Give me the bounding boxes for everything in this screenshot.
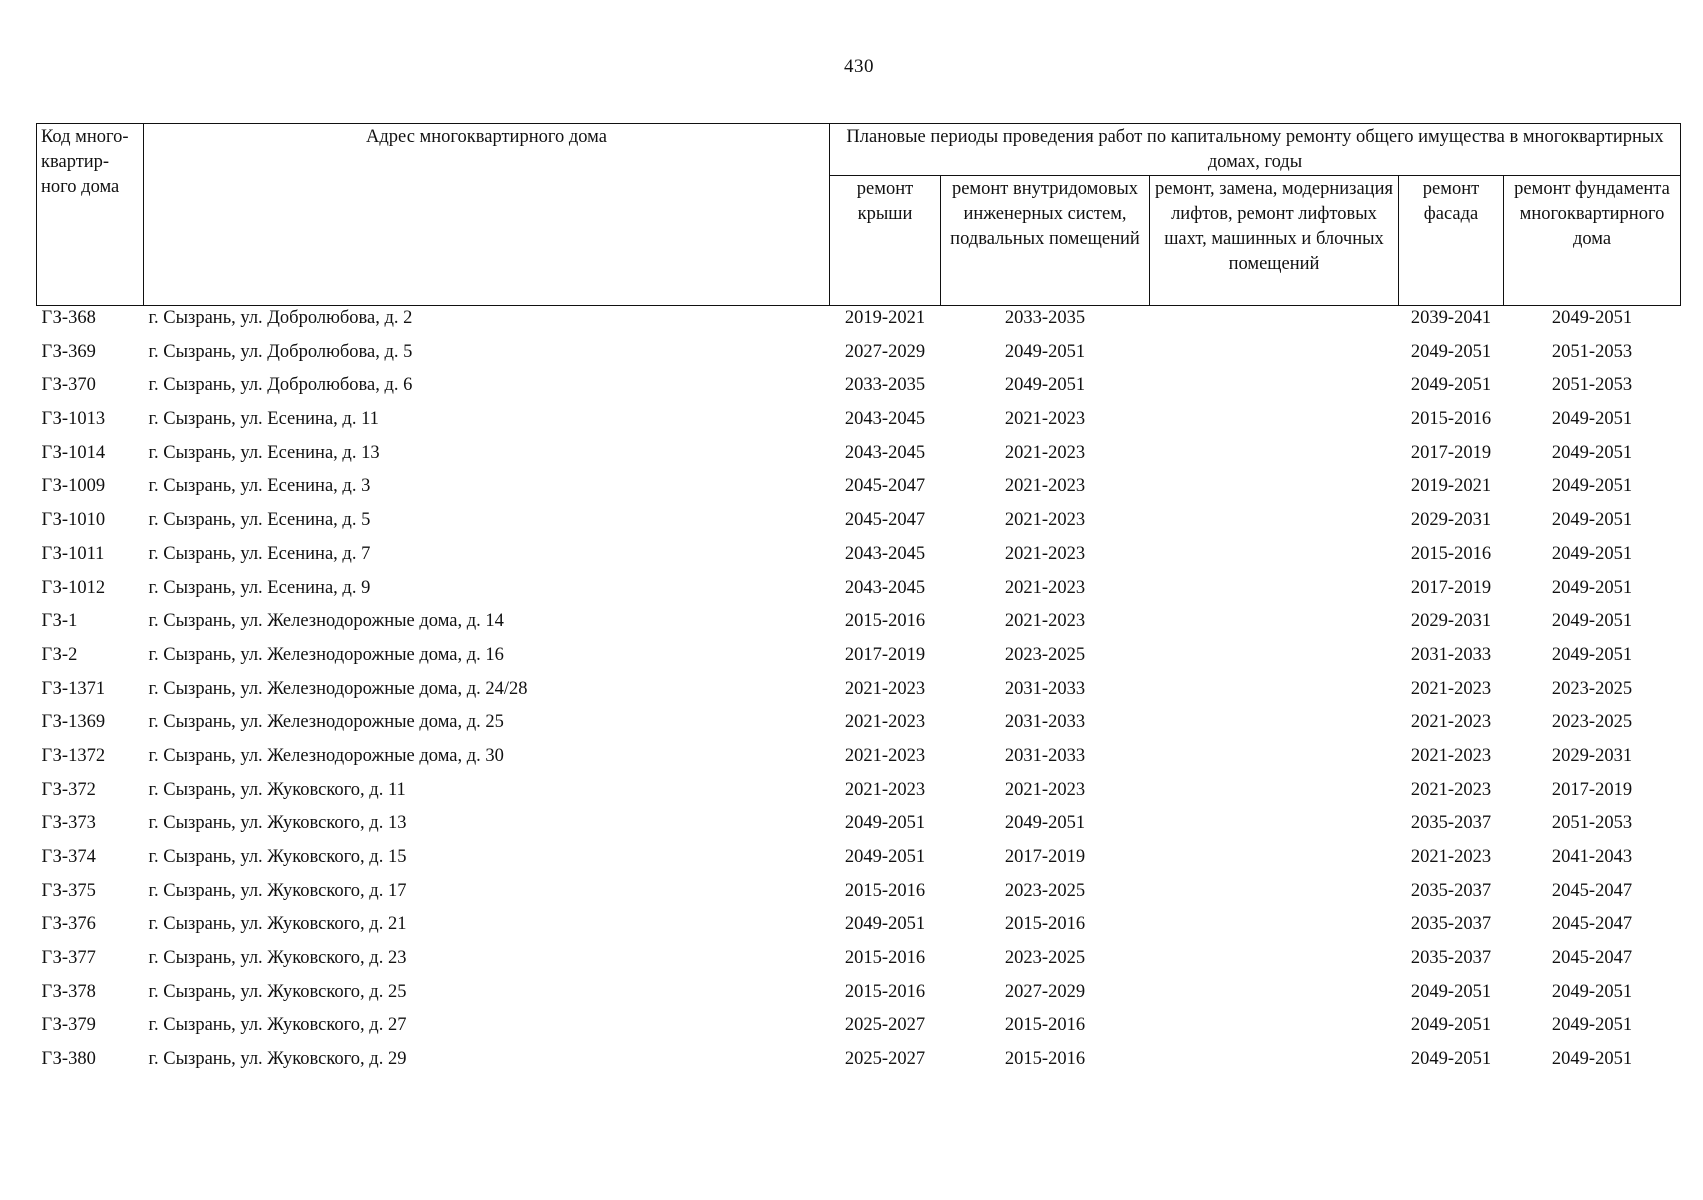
header-address: Адрес многоквартирного дома xyxy=(144,124,830,306)
cell-foundation: 2049-2051 xyxy=(1551,644,1633,665)
cell-code: ГЗ-1371 xyxy=(41,678,106,699)
cell-facade: 2021-2023 xyxy=(1410,745,1492,766)
cell-foundation: 2049-2051 xyxy=(1551,409,1633,430)
cell-lifts xyxy=(1150,812,1399,846)
cell-address: г. Сызрань, ул. Добролюбова, д. 6 xyxy=(148,375,413,396)
cell-roof: 2025-2027 xyxy=(844,1015,926,1036)
cell-systems: 2021-2023 xyxy=(1004,442,1086,463)
table-row xyxy=(37,880,1681,914)
cell-lifts xyxy=(1150,610,1399,644)
cell-address: г. Сызрань, ул. Железнодорожные дома, д. 30 xyxy=(148,745,504,766)
cell-address: г. Сызрань, ул. Жуковского, д. 15 xyxy=(148,847,407,867)
table-row xyxy=(37,306,1681,341)
table-row xyxy=(37,610,1681,644)
cell-code: ГЗ-1014 xyxy=(41,442,106,463)
cell-foundation: 2045-2047 xyxy=(1551,880,1633,901)
cell-address: г. Сызрань, ул. Жуковского, д. 17 xyxy=(148,880,407,901)
cell-roof: 2025-2027 xyxy=(844,1049,926,1070)
cell-systems: 2049-2051 xyxy=(1004,341,1086,362)
cell-address: г. Сызрань, ул. Железнодорожные дома, д. 14 xyxy=(148,611,504,632)
cell-roof: 2049-2051 xyxy=(844,847,926,867)
cell-lifts xyxy=(1150,577,1399,611)
cell-address: г. Сызрань, ул. Железнодорожные дома, д. 24/28 xyxy=(148,678,528,699)
table-row xyxy=(37,341,1681,375)
cell-lifts xyxy=(1150,1048,1399,1082)
cell-code: ГЗ-1 xyxy=(41,611,78,632)
cell-facade: 2035-2037 xyxy=(1410,914,1492,935)
cell-systems: 2033-2035 xyxy=(1004,308,1086,328)
cell-code: ГЗ-375 xyxy=(41,880,96,901)
cell-facade: 2035-2037 xyxy=(1410,880,1492,901)
cell-facade: 2019-2021 xyxy=(1410,476,1492,497)
cell-systems: 2015-2016 xyxy=(1004,914,1086,935)
cell-facade: 2039-2041 xyxy=(1410,308,1492,328)
cell-foundation: 2049-2051 xyxy=(1551,1049,1633,1070)
table-row xyxy=(37,913,1681,947)
cell-roof: 2045-2047 xyxy=(844,476,926,497)
cell-facade: 2031-2033 xyxy=(1410,644,1492,665)
table-row xyxy=(37,475,1681,509)
cell-facade: 2021-2023 xyxy=(1410,847,1492,867)
cell-lifts xyxy=(1150,341,1399,375)
cell-systems: 2023-2025 xyxy=(1004,880,1086,901)
cell-code: ГЗ-372 xyxy=(41,779,96,800)
cell-systems: 2021-2023 xyxy=(1004,409,1086,430)
header-lifts: ремонт, замена, модернизация лифтов, ремонт лифтовых шахт, машинных и блочных помещений xyxy=(1150,176,1399,306)
cell-roof: 2027-2029 xyxy=(844,341,926,362)
cell-lifts xyxy=(1150,1014,1399,1048)
header-code: Код много-квартир-ного дома xyxy=(37,124,144,306)
cell-systems: 2021-2023 xyxy=(1004,577,1086,598)
header-systems: ремонт внутридомовых инженерных систем, подвальных помещений xyxy=(941,176,1150,306)
cell-facade: 2029-2031 xyxy=(1410,510,1492,531)
cell-lifts xyxy=(1150,745,1399,779)
cell-lifts xyxy=(1150,442,1399,476)
cell-address: г. Сызрань, ул. Жуковского, д. 11 xyxy=(148,779,406,800)
cell-facade: 2049-2051 xyxy=(1410,341,1492,362)
table-row xyxy=(37,711,1681,745)
cell-systems: 2021-2023 xyxy=(1004,543,1086,564)
cell-foundation: 2049-2051 xyxy=(1551,577,1633,598)
cell-facade: 2049-2051 xyxy=(1410,375,1492,396)
cell-foundation: 2045-2047 xyxy=(1551,914,1633,935)
cell-lifts xyxy=(1150,306,1399,341)
cell-foundation: 2051-2053 xyxy=(1551,375,1633,396)
cell-systems: 2027-2029 xyxy=(1004,981,1086,1002)
cell-address: г. Сызрань, ул. Есенина, д. 9 xyxy=(148,577,371,598)
cell-address: г. Сызрань, ул. Есенина, д. 5 xyxy=(148,510,371,531)
cell-address: г. Сызрань, ул. Жуковского, д. 13 xyxy=(148,813,407,834)
cell-roof: 2015-2016 xyxy=(844,981,926,1002)
cell-lifts xyxy=(1150,846,1399,880)
cell-address: г. Сызрань, ул. Есенина, д. 7 xyxy=(148,543,371,564)
cell-foundation: 2017-2019 xyxy=(1551,779,1633,800)
cell-code: ГЗ-1013 xyxy=(41,409,106,430)
cell-roof: 2043-2045 xyxy=(844,442,926,463)
table-row xyxy=(37,543,1681,577)
cell-systems: 2021-2023 xyxy=(1004,611,1086,632)
table-row xyxy=(37,644,1681,678)
cell-systems: 2023-2025 xyxy=(1004,948,1086,969)
table-row xyxy=(37,442,1681,476)
cell-systems: 2049-2051 xyxy=(1004,813,1086,834)
cell-address: г. Сызрань, ул. Железнодорожные дома, д. 25 xyxy=(148,712,504,733)
cell-address: г. Сызрань, ул. Жуковского, д. 27 xyxy=(148,1015,407,1036)
cell-code: ГЗ-380 xyxy=(41,1049,96,1070)
cell-roof: 2043-2045 xyxy=(844,409,926,430)
cell-foundation: 2049-2051 xyxy=(1551,981,1633,1002)
cell-address: г. Сызрань, ул. Добролюбова, д. 5 xyxy=(148,341,413,362)
cell-foundation: 2049-2051 xyxy=(1551,308,1633,328)
header-facade: ремонт фасада xyxy=(1399,176,1504,306)
cell-code: ГЗ-1372 xyxy=(41,745,106,766)
cell-roof: 2017-2019 xyxy=(844,644,926,665)
cell-lifts xyxy=(1150,981,1399,1015)
cell-code: ГЗ-373 xyxy=(41,813,96,834)
cell-systems: 2031-2033 xyxy=(1004,745,1086,766)
cell-facade: 2035-2037 xyxy=(1410,813,1492,834)
cell-roof: 2019-2021 xyxy=(844,308,926,328)
cell-address: г. Сызрань, ул. Жуковского, д. 21 xyxy=(148,914,407,935)
capital-repair-plan-table xyxy=(36,123,1681,1082)
table-row xyxy=(37,408,1681,442)
cell-lifts xyxy=(1150,880,1399,914)
cell-address: г. Сызрань, ул. Жуковского, д. 23 xyxy=(148,948,407,969)
cell-facade: 2021-2023 xyxy=(1410,779,1492,800)
cell-facade: 2049-2051 xyxy=(1410,981,1492,1002)
table-row xyxy=(37,1048,1681,1082)
table-row xyxy=(37,577,1681,611)
cell-lifts xyxy=(1150,913,1399,947)
cell-foundation: 2051-2053 xyxy=(1551,341,1633,362)
cell-foundation: 2051-2053 xyxy=(1551,813,1633,834)
cell-foundation: 2029-2031 xyxy=(1551,745,1633,766)
cell-code: ГЗ-1369 xyxy=(41,712,106,733)
cell-address: г. Сызрань, ул. Железнодорожные дома, д. 16 xyxy=(148,644,504,665)
cell-lifts xyxy=(1150,374,1399,408)
cell-systems: 2015-2016 xyxy=(1004,1049,1086,1070)
cell-code: ГЗ-374 xyxy=(41,847,96,867)
cell-roof: 2045-2047 xyxy=(844,510,926,531)
cell-code: ГЗ-376 xyxy=(41,914,96,935)
cell-code: ГЗ-378 xyxy=(41,981,96,1002)
cell-facade: 2015-2016 xyxy=(1410,543,1492,564)
cell-facade: 2049-2051 xyxy=(1410,1049,1492,1070)
table-body xyxy=(37,306,1681,1082)
cell-address: г. Сызрань, ул. Есенина, д. 11 xyxy=(148,409,379,430)
cell-lifts xyxy=(1150,644,1399,678)
cell-foundation: 2049-2051 xyxy=(1551,1015,1633,1036)
cell-foundation: 2049-2051 xyxy=(1551,611,1633,632)
table-row xyxy=(37,779,1681,813)
cell-roof: 2021-2023 xyxy=(844,745,926,766)
cell-foundation: 2049-2051 xyxy=(1551,510,1633,531)
cell-code: ГЗ-1010 xyxy=(41,510,106,531)
cell-roof: 2021-2023 xyxy=(844,712,926,733)
cell-facade: 2029-2031 xyxy=(1410,611,1492,632)
cell-facade: 2017-2019 xyxy=(1410,577,1492,598)
cell-lifts xyxy=(1150,711,1399,745)
header-foundation: ремонт фундамента многоквартирного дома xyxy=(1504,176,1681,306)
cell-roof: 2015-2016 xyxy=(844,880,926,901)
cell-foundation: 2023-2025 xyxy=(1551,678,1633,699)
cell-roof: 2043-2045 xyxy=(844,543,926,564)
cell-lifts xyxy=(1150,947,1399,981)
header-planned-periods: Плановые периоды проведения работ по капитальному ремонту общего имущества в многоквартирных домах, годы xyxy=(830,124,1681,176)
cell-systems: 2031-2033 xyxy=(1004,712,1086,733)
cell-code: ГЗ-1009 xyxy=(41,476,106,497)
table-row xyxy=(37,947,1681,981)
table-row xyxy=(37,678,1681,712)
cell-code: ГЗ-377 xyxy=(41,948,96,969)
cell-facade: 2021-2023 xyxy=(1410,712,1492,733)
cell-roof: 2021-2023 xyxy=(844,779,926,800)
cell-systems: 2015-2016 xyxy=(1004,1015,1086,1036)
header-roof: ремонт крыши xyxy=(830,176,941,306)
cell-address: г. Сызрань, ул. Есенина, д. 3 xyxy=(148,476,371,497)
page-number: 430 xyxy=(844,56,874,77)
cell-systems: 2017-2019 xyxy=(1004,847,1086,867)
cell-systems: 2023-2025 xyxy=(1004,644,1086,665)
cell-foundation: 2049-2051 xyxy=(1551,442,1633,463)
cell-systems: 2021-2023 xyxy=(1004,476,1086,497)
cell-foundation: 2041-2043 xyxy=(1551,847,1633,867)
cell-code: ГЗ-1011 xyxy=(41,543,105,564)
cell-code: ГЗ-368 xyxy=(41,308,96,328)
cell-systems: 2031-2033 xyxy=(1004,678,1086,699)
cell-systems: 2049-2051 xyxy=(1004,375,1086,396)
cell-lifts xyxy=(1150,779,1399,813)
table-row xyxy=(37,509,1681,543)
table-row xyxy=(37,812,1681,846)
table-row xyxy=(37,745,1681,779)
cell-roof: 2015-2016 xyxy=(844,948,926,969)
cell-code: ГЗ-370 xyxy=(41,375,96,396)
cell-address: г. Сызрань, ул. Добролюбова, д. 2 xyxy=(148,308,413,328)
cell-systems: 2021-2023 xyxy=(1004,510,1086,531)
cell-address: г. Сызрань, ул. Жуковского, д. 25 xyxy=(148,981,407,1002)
cell-roof: 2033-2035 xyxy=(844,375,926,396)
cell-address: г. Сызрань, ул. Жуковского, д. 29 xyxy=(148,1049,407,1070)
cell-lifts xyxy=(1150,509,1399,543)
cell-address: г. Сызрань, ул. Есенина, д. 13 xyxy=(148,442,380,463)
cell-roof: 2043-2045 xyxy=(844,577,926,598)
cell-facade: 2021-2023 xyxy=(1410,678,1492,699)
cell-foundation: 2023-2025 xyxy=(1551,712,1633,733)
cell-foundation: 2045-2047 xyxy=(1551,948,1633,969)
table-row xyxy=(37,1014,1681,1048)
cell-roof: 2049-2051 xyxy=(844,813,926,834)
cell-lifts xyxy=(1150,475,1399,509)
cell-facade: 2049-2051 xyxy=(1410,1015,1492,1036)
cell-code: ГЗ-379 xyxy=(41,1015,96,1036)
table-row xyxy=(37,981,1681,1015)
cell-facade: 2015-2016 xyxy=(1410,409,1492,430)
cell-roof: 2021-2023 xyxy=(844,678,926,699)
cell-code: ГЗ-2 xyxy=(41,644,78,665)
cell-foundation: 2049-2051 xyxy=(1551,476,1633,497)
cell-roof: 2049-2051 xyxy=(844,914,926,935)
cell-foundation: 2049-2051 xyxy=(1551,543,1633,564)
cell-lifts xyxy=(1150,408,1399,442)
cell-lifts xyxy=(1150,543,1399,577)
cell-code: ГЗ-369 xyxy=(41,341,96,362)
cell-facade: 2017-2019 xyxy=(1410,442,1492,463)
cell-facade: 2035-2037 xyxy=(1410,948,1492,969)
cell-lifts xyxy=(1150,678,1399,712)
cell-systems: 2021-2023 xyxy=(1004,779,1086,800)
table-row xyxy=(37,374,1681,408)
cell-code: ГЗ-1012 xyxy=(41,577,106,598)
cell-roof: 2015-2016 xyxy=(844,611,926,632)
table-row xyxy=(37,846,1681,880)
